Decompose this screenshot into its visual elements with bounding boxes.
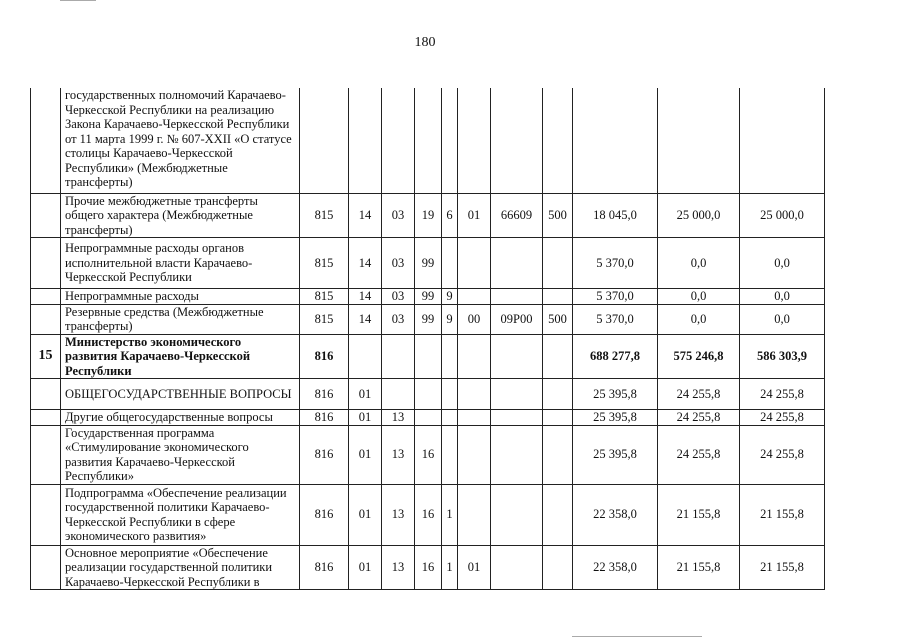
cell-sum-2: 0,0 [658,238,740,289]
cell-no [31,304,61,334]
cell-expense-type [543,484,573,545]
cell-section: 01 [349,545,382,590]
cell-sum-2: 0,0 [658,289,740,305]
cell-sum-1: 25 395,8 [573,379,658,410]
cell-ministry: 816 [300,410,349,426]
cell-sum-1: 25 395,8 [573,425,658,484]
cell-expense-type [543,425,573,484]
cell-sum-1: 18 045,0 [573,193,658,238]
cell-name: Непрограммные расходы [61,289,300,305]
cell-event: 01 [458,545,491,590]
cell-subprog [442,425,458,484]
cell-name: Резервные средства (Межбюджетные трансферты) [61,304,300,334]
cell-no [31,193,61,238]
cell-sum-3: 21 155,8 [740,545,825,590]
cell-prog: 16 [415,545,442,590]
cell-direction [491,289,543,305]
cell-no [31,484,61,545]
cell-ministry: 815 [300,304,349,334]
cell-ministry: 815 [300,193,349,238]
table-row [31,334,825,379]
cell-sum-2: 24 255,8 [658,379,740,410]
cell-section: 01 [349,410,382,426]
cell-no [31,88,61,193]
cell-direction [491,334,543,379]
cell-subsection: 03 [382,304,415,334]
cell-event [458,238,491,289]
cell-name: ОБЩЕГОСУДАРСТВЕННЫЕ ВОПРОСЫ [61,379,300,410]
cell-sum-3 [740,88,825,193]
cell-event [458,425,491,484]
cell-direction [491,379,543,410]
cell-subprog: 9 [442,304,458,334]
cell-sum-1: 5 370,0 [573,238,658,289]
cell-subsection: 13 [382,545,415,590]
cell-sum-1: 25 395,8 [573,410,658,426]
cell-sum-3: 21 155,8 [740,484,825,545]
cell-ministry: 816 [300,425,349,484]
cell-section: 14 [349,193,382,238]
cell-prog: 19 [415,193,442,238]
cell-subsection: 03 [382,193,415,238]
cell-section: 01 [349,379,382,410]
cell-name: Прочие межбюджетные трансферты общего характера (Межбюджетные трансферты) [61,193,300,238]
cell-sum-1: 5 370,0 [573,304,658,334]
cell-ministry: 816 [300,484,349,545]
cell-name: Непрограммные расходы органов исполнительной власти Карачаево-Черкесской Республики [61,238,300,289]
table-row [31,484,825,545]
cell-name: Министерство экономического развития Карачаево-Черкесской Республики [61,334,300,379]
cell-event: 00 [458,304,491,334]
cell-sum-2: 24 255,8 [658,410,740,426]
cell-sum-2: 0,0 [658,304,740,334]
cell-event [458,410,491,426]
cell-prog [415,379,442,410]
cell-name: государственных полномочий Карачаево-Черкесской Республики на реализацию Закона Карачаево-Черкесской Республики от 11 марта 1999 г. № 607-XXII «О статусе столицы Карачаево-Черкесской Республики» (Межбюджетные трансферты) [61,88,300,193]
cell-event [458,484,491,545]
page-number: 180 [414,35,436,50]
budget-table-container [30,88,825,590]
table-row [31,425,825,484]
table-row [31,238,825,289]
cell-prog: 99 [415,238,442,289]
budget-table [30,88,825,590]
table-row [31,88,825,193]
cell-sum-3: 25 000,0 [740,193,825,238]
cell-subprog: 9 [442,289,458,305]
cell-name: Другие общегосударственные вопросы [61,410,300,426]
cell-sum-3: 24 255,8 [740,410,825,426]
cell-name: Подпрограмма «Обеспечение реализации государственной политики Карачаево-Черкесской Республики в сфере экономического развития» [61,484,300,545]
cell-name: Основное мероприятие «Обеспечение реализации государственной политики Карачаево-Черкесской Республики в [61,545,300,590]
cell-sum-3: 24 255,8 [740,379,825,410]
cell-direction: 09Р00 [491,304,543,334]
cell-direction [491,425,543,484]
cell-subsection: 03 [382,289,415,305]
cell-no: 15 [31,334,61,379]
cell-direction [491,545,543,590]
cell-direction: 66609 [491,193,543,238]
cell-prog [415,334,442,379]
cell-sum-2: 21 155,8 [658,484,740,545]
cell-no [31,425,61,484]
cell-ministry: 815 [300,289,349,305]
cell-ministry: 815 [300,238,349,289]
budget-table-body [31,88,825,590]
cell-expense-type [543,88,573,193]
cell-sum-3: 0,0 [740,304,825,334]
cell-prog: 99 [415,304,442,334]
cell-section: 01 [349,484,382,545]
cell-expense-type [543,289,573,305]
table-row [31,379,825,410]
cell-subprog [442,238,458,289]
scan-mark-top-left [60,0,96,1]
cell-sum-2: 21 155,8 [658,545,740,590]
scan-mark-bottom-right [572,636,702,637]
cell-no [31,545,61,590]
cell-section [349,88,382,193]
cell-expense-type [543,410,573,426]
cell-prog: 16 [415,484,442,545]
cell-sum-3: 0,0 [740,238,825,289]
cell-subsection [382,379,415,410]
cell-sum-1: 688 277,8 [573,334,658,379]
cell-name: Государственная программа «Стимулирование экономического развития Карачаево-Черкесской Республики» [61,425,300,484]
cell-direction [491,484,543,545]
cell-subsection: 03 [382,238,415,289]
cell-prog [415,410,442,426]
cell-sum-2: 24 255,8 [658,425,740,484]
cell-expense-type [543,379,573,410]
cell-sum-1: 22 358,0 [573,484,658,545]
cell-prog: 99 [415,289,442,305]
cell-event [458,379,491,410]
cell-subprog: 1 [442,484,458,545]
cell-section: 01 [349,425,382,484]
cell-expense-type: 500 [543,304,573,334]
cell-sum-1: 5 370,0 [573,289,658,305]
cell-subsection: 13 [382,484,415,545]
cell-subprog [442,334,458,379]
cell-expense-type [543,238,573,289]
table-row [31,304,825,334]
cell-no [31,238,61,289]
cell-ministry [300,88,349,193]
cell-event [458,334,491,379]
cell-no [31,379,61,410]
cell-subsection: 13 [382,425,415,484]
cell-subsection [382,334,415,379]
cell-subprog [442,379,458,410]
cell-ministry: 816 [300,545,349,590]
cell-section: 14 [349,304,382,334]
cell-sum-1: 22 358,0 [573,545,658,590]
cell-prog: 16 [415,425,442,484]
cell-expense-type [543,334,573,379]
cell-sum-2 [658,88,740,193]
cell-no [31,410,61,426]
cell-section: 14 [349,289,382,305]
cell-event [458,289,491,305]
cell-sum-3: 0,0 [740,289,825,305]
cell-sum-2: 575 246,8 [658,334,740,379]
cell-ministry: 816 [300,334,349,379]
cell-expense-type: 500 [543,193,573,238]
cell-subprog [442,410,458,426]
cell-subsection [382,88,415,193]
cell-section [349,334,382,379]
cell-event: 01 [458,193,491,238]
cell-sum-1 [573,88,658,193]
cell-event [458,88,491,193]
cell-direction [491,238,543,289]
cell-prog [415,88,442,193]
cell-sum-3: 24 255,8 [740,425,825,484]
cell-direction [491,410,543,426]
cell-section: 14 [349,238,382,289]
cell-sum-2: 25 000,0 [658,193,740,238]
cell-subprog: 6 [442,193,458,238]
cell-sum-3: 586 303,9 [740,334,825,379]
table-row [31,289,825,305]
table-row [31,193,825,238]
cell-ministry: 816 [300,379,349,410]
cell-subprog [442,88,458,193]
cell-expense-type [543,545,573,590]
cell-no [31,289,61,305]
cell-subprog: 1 [442,545,458,590]
cell-direction [491,88,543,193]
cell-subsection: 13 [382,410,415,426]
table-row [31,545,825,590]
table-row [31,410,825,426]
